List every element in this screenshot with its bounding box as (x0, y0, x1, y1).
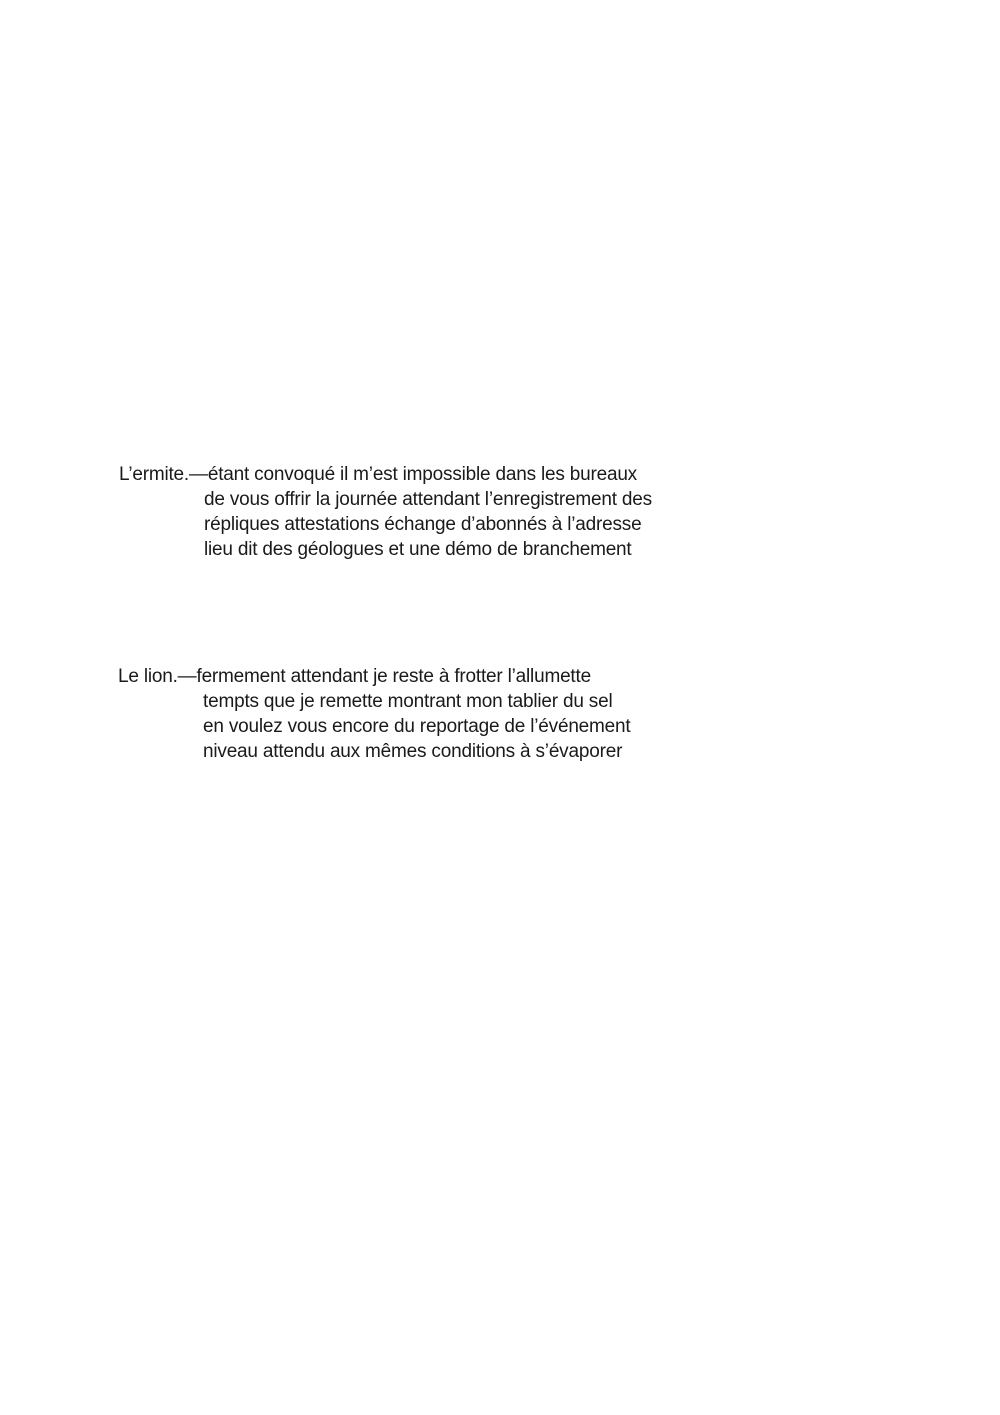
speaker-label: Le lion. (118, 666, 178, 687)
dialogue-block-lion (118, 664, 631, 764)
dialogue-text-line: en voulez vous encore du reportage de l’événement (203, 716, 631, 737)
dialogue-text-line: de vous offrir la journée attendant l’enregistrement des (204, 489, 652, 510)
dialogue-text-line: répliques attestations échange d’abonnés à l’adresse (204, 514, 642, 535)
dialogue-block-ermite (119, 462, 652, 562)
dialogue-text-line: fermement attendant je reste à frotter l’allumette (196, 666, 591, 687)
dialogue-text-line: étant convoqué il m’est impossible dans les bureaux (207, 464, 637, 485)
dialogue-text-line: niveau attendu aux mêmes conditions à s’évaporer (203, 741, 623, 762)
dialogue-text-line: tempts que je remette montrant mon tablier du sel (203, 691, 613, 712)
dialogue-first-line (118, 664, 631, 689)
em-dash: — (189, 464, 208, 485)
dialogue-first-line (119, 462, 652, 487)
speaker-label: L’ermite. (119, 464, 190, 485)
dialogue-text-line: lieu dit des géologues et une démo de branchement (204, 539, 632, 560)
em-dash: — (177, 666, 197, 687)
